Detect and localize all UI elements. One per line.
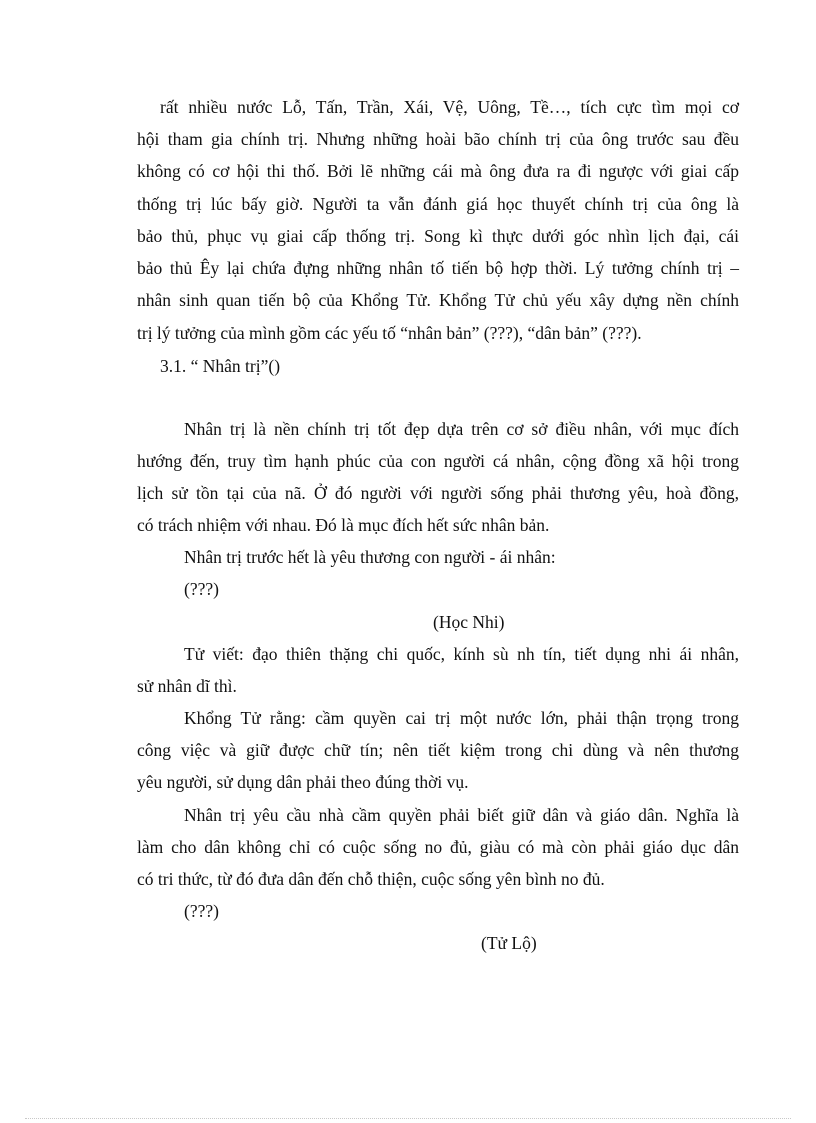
- paragraph-6-line-2: làm cho dân không chỉ có cuộc sống no đủ, giàu có mà còn phải giáo dục dân: [137, 837, 739, 857]
- paragraph-1-line-5: bảo thủ, phục vụ giai cấp thống trị. Song kì thực dưới góc nhìn lịch đại, cái: [137, 226, 739, 246]
- paragraph-6-line-3: có tri thức, từ đó đưa dân đến chỗ thiện, cuộc sống yên bình no đủ.: [137, 869, 605, 889]
- quote-1-text: (???): [184, 579, 219, 599]
- paragraph-5-line-2: công việc và giữ được chữ tín; nên tiết kiệm trong chi dùng và nên thương: [137, 740, 739, 760]
- quote-2-text: (???): [184, 901, 219, 921]
- section-heading: 3.1. “ Nhân trị”(): [160, 356, 281, 376]
- paragraph-2-line-2: hướng đến, truy tìm hạnh phúc của con người cá nhân, cộng đồng xã hội trong: [137, 451, 739, 471]
- paragraph-2-line-4: có trách nhiệm với nhau. Đó là mục đích hết sức nhân bản.: [137, 515, 550, 535]
- paragraph-1-line-4: thống trị lúc bấy giờ. Người ta vẫn đánh giá học thuyết chính trị của ông là: [137, 194, 739, 214]
- paragraph-1-line-6: bảo thủ Êy lại chứa đựng những nhân tố tiến bộ hợp thời. Lý tưởng chính trị –: [137, 258, 739, 278]
- paragraph-5-line-3: yêu người, sử dụng dân phải theo đúng thời vụ.: [137, 772, 469, 792]
- paragraph-1-line-2: hội tham gia chính trị. Nhưng những hoài bão chính trị của ông trước sau đều: [137, 129, 739, 149]
- paragraph-2-line-3: lịch sử tồn tại của nã. Ở đó người với người sống phải thương yêu, hoà đồng,: [137, 483, 739, 503]
- paragraph-3: Nhân trị trước hết là yêu thương con người - ái nhân:: [184, 547, 556, 567]
- paragraph-4-line-2: sử nhân dĩ thì.: [137, 676, 237, 696]
- paragraph-6-line-1: Nhân trị yêu cầu nhà cầm quyền phải biết giữ dân và giáo dân. Nghĩa là: [184, 805, 739, 825]
- paragraph-1-line-8: trị lý tưởng của mình gồm các yếu tố “nhân bản” (???), “dân bản” (???).: [137, 323, 642, 343]
- paragraph-1-line-3: không có cơ hội thi thố. Bởi lẽ những cái mà ông đưa ra đi ngược với giai cấp: [137, 161, 739, 181]
- paragraph-1-line-1: rất nhiều nước Lỗ, Tấn, Trần, Xái, Vệ, Uông, Tề…, tích cực tìm mọi cơ: [160, 97, 739, 117]
- paragraph-5-line-1: Khổng Tử rằng: cầm quyền cai trị một nước lớn, phải thận trọng trong: [184, 708, 739, 728]
- paragraph-2-line-1: Nhân trị là nền chính trị tốt đẹp dựa trên cơ sở điều nhân, với mục đích: [184, 419, 739, 439]
- page-bottom-rule: [25, 1118, 791, 1119]
- quote-2-source: (Tử Lộ): [481, 933, 537, 953]
- paragraph-4-line-1: Tử viết: đạo thiên thặng chi quốc, kính sù nh tín, tiết dụng nhi ái nhân,: [184, 644, 739, 664]
- quote-1-source: (Học Nhi): [433, 612, 505, 632]
- paragraph-1-line-7: nhân sinh quan tiến bộ của Khổng Tử. Khổng Tử chủ yếu xây dựng nền chính: [137, 290, 739, 310]
